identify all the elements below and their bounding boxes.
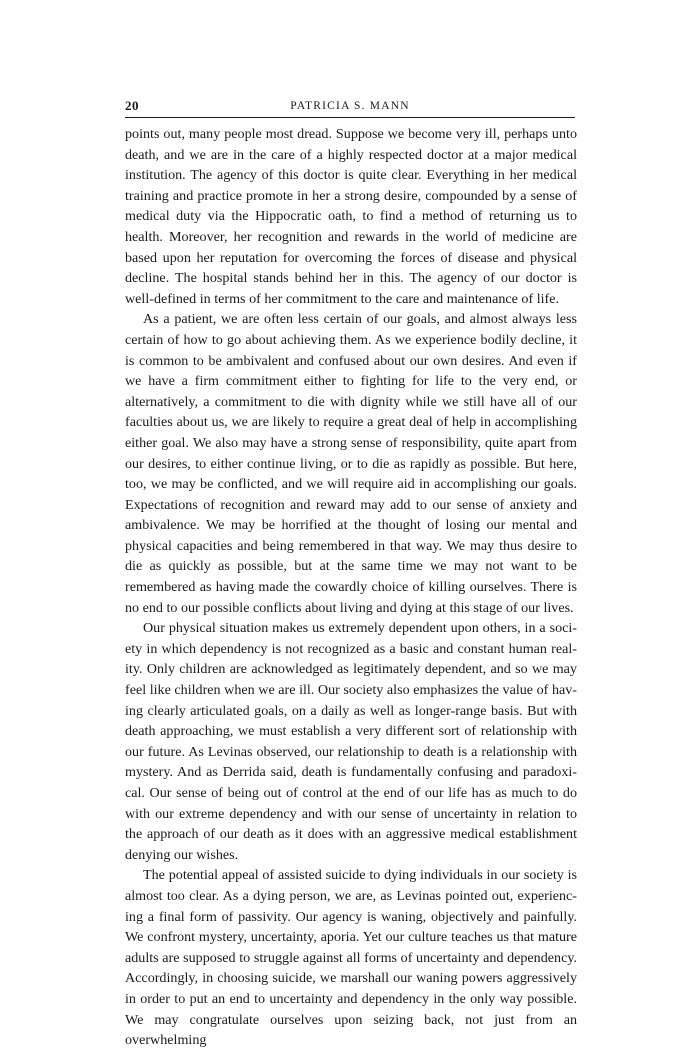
paragraph: points out, many people most dread. Suppose we become very ill, perhaps unto death, and we are in the care of a highly respected doctor at a major medical institution. The agency of this doctor is quite clear. Everything in her medical training and practice promote in her a strong desire, compounded by a sense of medical duty via the Hippocratic oath, to find a method of returning us to health. Moreover, her recognition and rewards in the world of medicine are based upon her reputation for overcoming the forces of disease and physical decline. The hospital stands behind her in this. The agency of our doctor is well-defined in terms of her commitment to the care and maintenance of life. bbox=[125, 126, 577, 307]
body-text bbox=[125, 124, 577, 1051]
running-title: PATRICIA S. MANN bbox=[290, 100, 410, 112]
running-head bbox=[125, 97, 575, 118]
paragraph: The potential appeal of assisted suicide to dying individuals in our society is almost too clear. As a dying person, we are, as Levinas pointed out, experiencing a final form of passivity. Our agency is waning, objectively and painfully. We confront mystery, uncertainty, aporia. Yet our culture teaches us that mature adults are supposed to struggle against all forms of uncertainty and dependency. Accordingly, in choosing suicide, we marshall our waning powers aggressively in order to put an end to uncertainty and dependency in the only way possible. We may congratulate ourselves upon seizing back, not just from an overwhelming bbox=[125, 867, 577, 1049]
paragraph: As a patient, we are often less certain of our goals, and almost always less certain of how to go about achieving them. As we experience bodily decline, it is common to be ambivalent and confused about our own desires. And even if we have a firm commitment either to fighting for life to the very end, or alternatively, a commitment to die with dignity while we still have all of our faculties about us, we are likely to require a great deal of help in accomplishing either goal. We also may have a strong sense of responsibility, quite apart from our desires, to either continue living, or to die as rapidly as possible. But here, too, we may be conflicted, and we will require aid in accomplishing our goals. Expectations of recognition and reward may add to our sense of anxiety and ambivalence. We may be horrified at the thought of losing our mental and physical capacities and being remembered in that way. We may thus desire to die as quickly as possible, but at the same time we may not want to be remembered as having made the cowardly choice of killing ourselves. There is no end to our possible conflicts about living and dying at this stage of our lives. bbox=[125, 311, 577, 616]
page-number: 20 bbox=[125, 98, 139, 113]
paragraph: Our physical situation makes us extremely dependent upon others, in a society in which dependency is not recognized as a basic and constant human reality. Only children are acknowledged as legitimately dependent, and so we may feel like children when we are ill. Our society also emphasizes the value of having clearly articulated goals, on a daily as well as longer-range basis. But with death approaching, we must establish a very different sort of relationship with our future. As Levinas observed, our relationship to death is a relationship with mystery. And as Derrida said, death is fundamentally confusing and paradoxical. Our sense of being out of control at the end of our life has as much to do with our extreme dependency and with our sense of uncertainty in relation to the approach of our death as it does with an aggressive medical establishment denying our wishes. bbox=[125, 620, 577, 863]
